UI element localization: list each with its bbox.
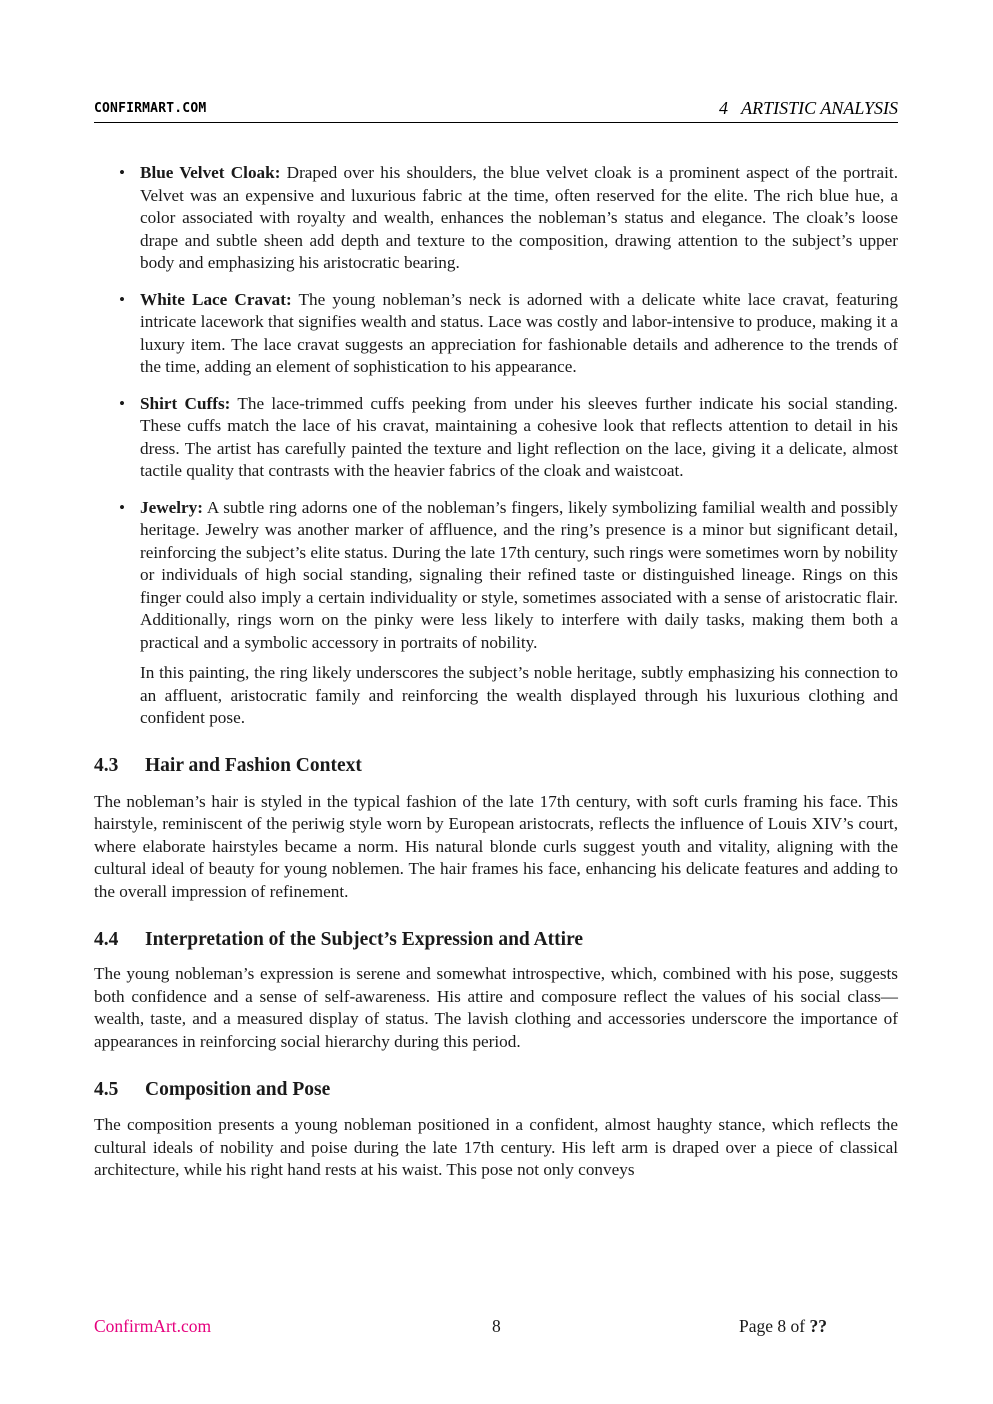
bullet-term: Jewelry: <box>140 497 203 517</box>
section-heading <box>94 928 898 952</box>
section-title: Composition and Pose <box>145 1079 331 1100</box>
bullet-term: White Lace Cravat: <box>140 289 292 309</box>
bullet-term: Shirt Cuffs: <box>140 393 231 413</box>
bullet-text: The lace-trimmed cuffs peeking from under his sleeves further indicate his social standing. These cuffs match the lace of his cravat, maintaining a cohesive look that reflects attention to detail in his dress. The artist has carefully painted the texture and light reflection on the lace, giving it a delicate, almost tactile quality that contrasts with the heavier fabrics of the cloak and waistcoat. <box>140 393 898 480</box>
site-logo: CONFIRMART.COM <box>94 101 207 116</box>
section-number: 4.3 <box>94 754 119 776</box>
running-title: 4 ARTISTIC ANALYSIS <box>718 98 898 118</box>
section-paragraph: The nobleman’s hair is styled in the typical fashion of the late 17th century, with soft curls framing his face. This hairstyle, reminiscent of the periwig style worn by European aristocrats, reflects the influence of Louis XIV’s court, where elaborate hairstyles became a norm. His natural blonde curls suggest youth and vitality, aligning with the cultural ideal of beauty for young noblemen. The hair frames his face, enhancing his delicate features and adding to the overall impression of refinement. <box>94 791 898 901</box>
bullet-icon: • <box>119 393 126 413</box>
bullet-followup-paragraph: In this painting, the ring likely underscores the subject’s noble heritage, subtly emphasizing his connection to an affluent, aristocratic family and reinforcing the wealth displayed through his luxurious clothing and confident pose. <box>140 663 898 727</box>
list-item <box>94 289 898 379</box>
bullet-text: The young nobleman’s neck is adorned with a delicate white lace cravat, featuring intricate lacework that signifies wealth and status. Lace was costly and labor-intensive to produce, making it a luxury item. The lace cravat suggests an appreciation for fashionable details and adherence to the trends of the time, adding an element of sophistication to his appearance. <box>140 289 898 376</box>
footer-site-link[interactable]: ConfirmArt.com <box>94 1316 212 1336</box>
bullet-text: Draped over his shoulders, the blue velvet cloak is a prominent aspect of the portrait. Velvet was an expensive and luxurious fabric at the time, often reserved for the elite. The rich blue hue, a color associated with royalty and wealth, enhances the nobleman’s status and elegance. The cloak’s loose drape and subtle sheen add depth and texture to the composition, drawing attention to the subject’s upper body and emphasizing his aristocratic bearing. <box>140 163 898 272</box>
list-item <box>94 497 898 655</box>
section-number: 4.4 <box>94 929 119 950</box>
section-title: Hair and Fashion Context <box>145 754 362 776</box>
section-paragraph: The young nobleman’s expression is serene and somewhat introspective, which, combined with his pose, suggests both confidence and a sense of self-awareness. His attire and composure reflect the values of his social class—wealth, taste, and a measured display of status. The lavish clothing and accessories underscore the importance of appearances in reinforcing social hierarchy during this period. <box>94 964 898 1051</box>
page-footer <box>94 1316 898 1338</box>
list-item <box>94 162 898 275</box>
footer-page-of <box>739 1316 827 1337</box>
bullet-icon: • <box>119 497 126 517</box>
section-number: 4.5 <box>94 1079 119 1100</box>
section-heading <box>94 1078 898 1102</box>
section-heading <box>94 754 898 778</box>
footer-page-of-prefix: Page 8 of <box>739 1316 810 1336</box>
bullet-text: A subtle ring adorns one of the nobleman’s fingers, likely symbolizing familial wealth and possibly heritage. Jewelry was another marker of affluence, and the ring’s presence is a minor but significant detail, reinforcing the subject’s elite status. During the late 17th century, such rings were sometimes worn by nobility or individuals of high social standing, signaling their refined taste or distinguished lineage. Rings on this finger could also imply a certain individuality or style, sometimes associated with a sense of aristocratic flair. Additionally, rings worn on the pinky were less likely to interfere with daily tasks, making them both a practical and a symbolic accessory in portraits of nobility. <box>140 497 898 652</box>
footer-page-number: 8 <box>492 1316 501 1336</box>
attire-bullet-list <box>94 162 898 654</box>
body-text <box>94 162 898 1182</box>
bullet-icon: • <box>119 289 126 309</box>
page-header <box>94 98 898 123</box>
section-title: Interpretation of the Subject’s Expression and Attire <box>145 929 584 950</box>
bullet-icon: • <box>119 163 126 182</box>
bullet-term: Blue Velvet Cloak: <box>140 163 281 182</box>
section-paragraph: The composition presents a young nobleman positioned in a confident, almost haughty stance, which reflects the cultural ideals of nobility and poise during the late 17th century. His left arm is draped over a piece of classical architecture, while his right hand rests at his waist. This pose not only conveys <box>94 1115 898 1179</box>
footer-page-total: ?? <box>809 1316 827 1336</box>
list-item <box>94 393 898 483</box>
